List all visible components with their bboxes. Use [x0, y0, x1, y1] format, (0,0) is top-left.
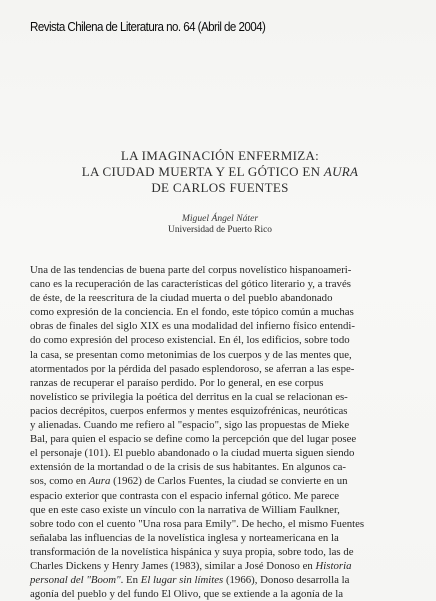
body-line: espacio exterior que contrasta con el espacio infernal gótico. Me parece — [30, 489, 340, 502]
body-line: extensión de la mortandad o de la crisis de sus habitantes. En algunos ca- — [30, 461, 347, 474]
body-line: la casa, se presentan como metonimias de los cuerpos y de las mentes que, — [30, 348, 352, 361]
body-text-segment: (1966), Donoso desarrolla la — [225, 574, 350, 587]
body-line: pacios decrépitos, cuerpos enfermos y mentes esquizofrénicas, neuróticas — [30, 404, 348, 417]
body-line: el personaje (101). El pueblo abandonado o la ciudad muerta siguen siendo — [30, 447, 355, 460]
body-line: cano es la recuperación de las características del gótico literario y, a través — [30, 278, 351, 291]
body-line: obras de finales del siglo XIX es una modalidad del infierno físico entendi- — [30, 320, 356, 333]
title-line-2 — [60, 164, 380, 180]
body-paragraph — [30, 263, 410, 601]
body-line: señalaba las influencias de la novelística inglesa y norteamericana en la — [30, 531, 339, 544]
body-line: Una de las tendencias de buena parte del corpus novelístico hispanoameri- — [30, 264, 352, 276]
body-line: agonía del pueblo y del fundo El Olivo, que se extiende a la agonía de la — [30, 588, 344, 601]
body-line: Bal, para quien el espacio se define como la percepción que del lugar posee — [30, 433, 357, 446]
body-line: atormentados por la pérdida del pasado esplendoroso, se aferran a las espe- — [30, 362, 355, 375]
journal-running-head: Revista Chilena de Literatura no. 64 (Abril de 2004) — [30, 20, 266, 34]
body-line: que en este caso existe un vínculo con la narrativa de William Faulkner, — [30, 503, 340, 516]
body-line — [30, 474, 410, 488]
body-line: ranzas de recuperar el paraíso perdido. Por lo general, en ese corpus — [30, 376, 324, 389]
italic-work-title: Historia — [315, 559, 352, 572]
title-work-name: AURA — [323, 164, 359, 179]
body-line: como expresión de la conciencia. En el fondo, este tópico común a muchas — [30, 306, 354, 319]
author-affiliation: Universidad de Puerto Rico — [168, 225, 272, 235]
body-line — [30, 559, 410, 573]
italic-work-title: El lugar sin límites — [140, 574, 224, 587]
body-line: novelístico se privilegia la poética del derritus en la cual se relacionan es- — [30, 390, 348, 403]
body-line: do como expresión del proceso existencial. En él, los edificios, sobre todo — [30, 334, 350, 347]
body-text-segment: sos, como en — [30, 475, 87, 488]
title-line-3: DE CARLOS FUENTES — [151, 180, 289, 195]
body-line: transformación de la novelística hispánica y suya propia, sobre todo, las de — [30, 545, 354, 558]
article-title — [60, 148, 380, 196]
italic-work-title: Aura — [88, 475, 111, 488]
author-name: Miguel Ángel Náter — [181, 213, 259, 224]
italic-work-title: personal del "Boom" — [30, 574, 121, 587]
body-line — [30, 573, 410, 587]
body-text-segment: Charles Dickens y Henry James (1983), similar a José Donoso en — [30, 559, 313, 572]
title-line-1: LA IMAGINACIÓN ENFERMIZA: — [120, 148, 320, 163]
body-line: y alienadas. Cuando me refiero al "espacio", sigo las propuestas de Mieke — [30, 419, 350, 432]
body-line: sobre todo con el cuento "Una rosa para Emily". De hecho, el mismo Fuentes — [30, 517, 365, 530]
body-text-segment: . En — [120, 574, 139, 587]
body-line: de éste, de la reescritura de la ciudad muerta o del pueblo abandonado — [30, 292, 333, 305]
title-line-2-text: LA CIUDAD MUERTA Y EL GÓTICO EN — [81, 164, 321, 179]
body-text-segment: (1962) de Carlos Fuentes, la ciudad se convierte en un — [113, 475, 348, 488]
